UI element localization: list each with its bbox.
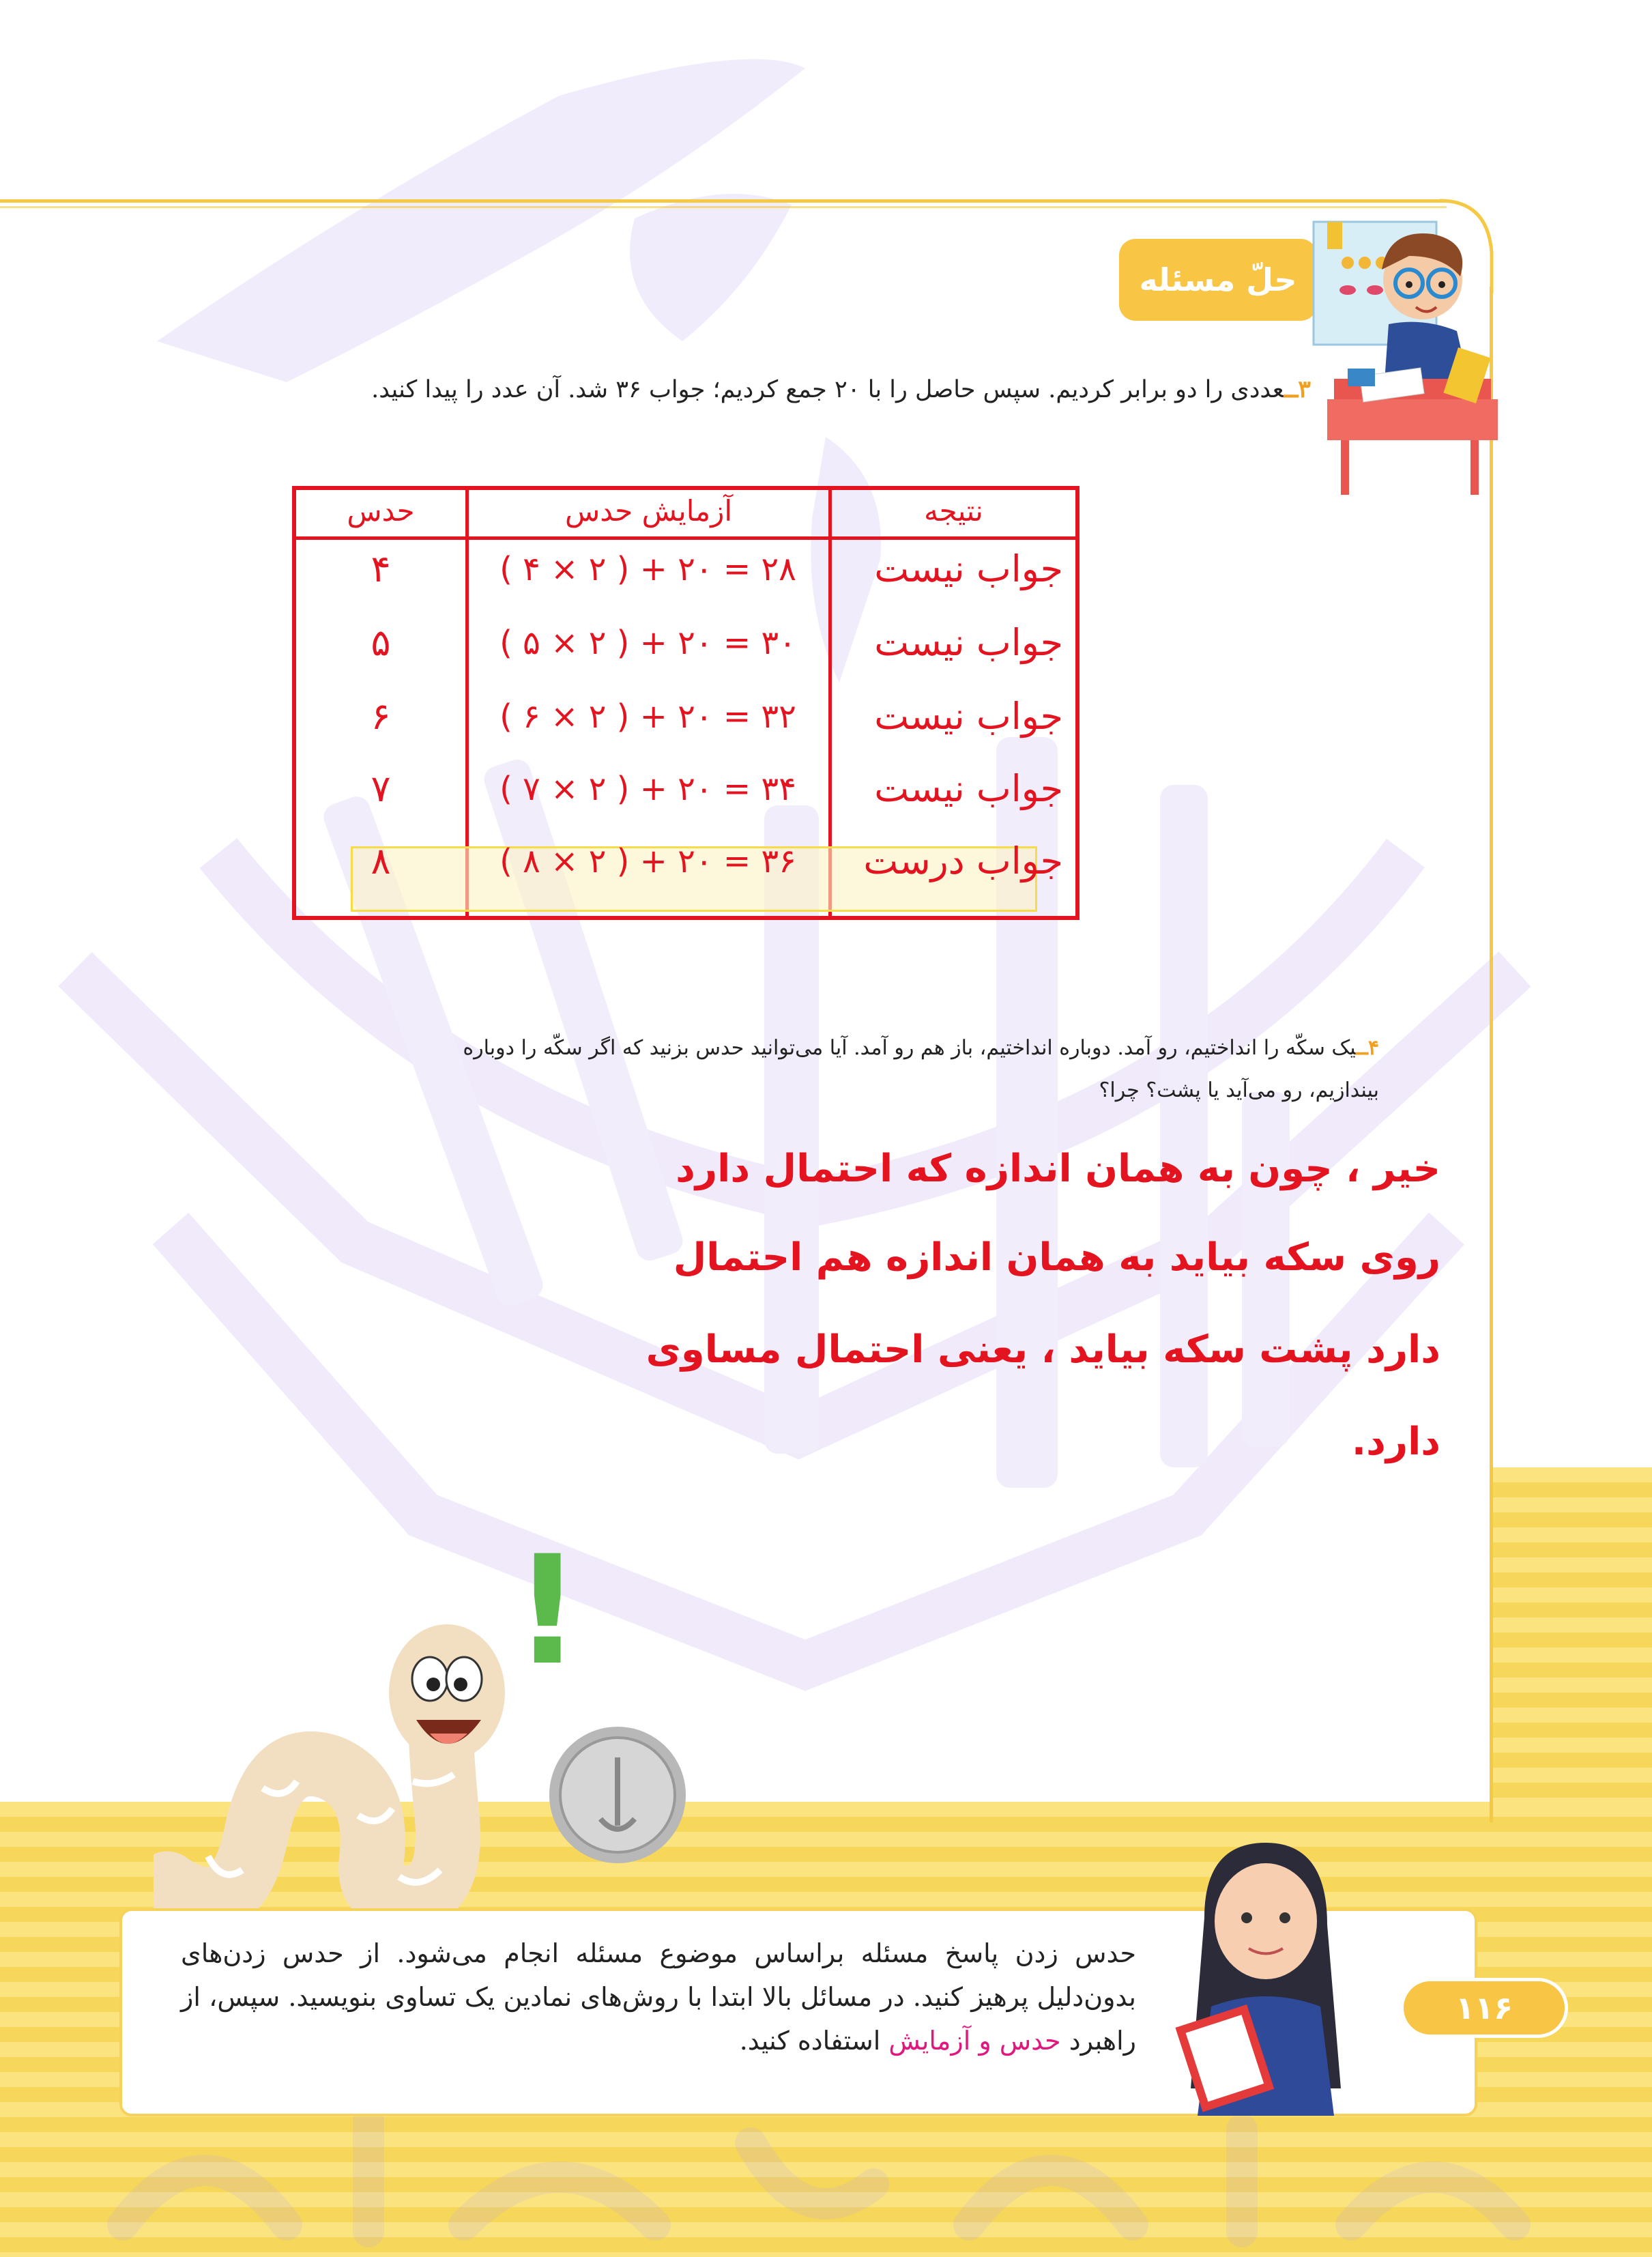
test-cell: ( ۴ × ۲ ) + ۲۰ = ۲۸ [499,550,796,588]
test-cell: ( ۸ × ۲ ) + ۲۰ = ۳۶ [499,842,796,880]
right-border [1490,287,1493,1822]
question-4-number: ۴ــ [1356,1036,1379,1060]
result-cell: جواب نیست [874,547,1063,590]
guess-cell: ۸ [371,839,391,882]
guess-cell: ۶ [371,695,391,738]
tip-part-2: استفاده کنید. [739,2026,889,2056]
top-border-inner [0,206,1447,208]
girl-reading-illustration [1163,1829,1368,2116]
answer-line-3: دارد پشت سکه بیاید ، یعنی احتمال مساوی [646,1327,1440,1372]
section-badge: حلّ مسئله [1119,239,1317,321]
header-guess: حدس [347,494,415,528]
tip-highlight: حدس و آزمایش [888,2026,1061,2056]
answer-line-1: خیر ، چون به همان اندازه که احتمال دارد [676,1147,1440,1191]
header-result: نتیجه [924,494,983,528]
result-cell: جواب نیست [874,767,1063,810]
boy-at-desk-illustration [1307,215,1505,498]
question-4 [287,1027,1379,1112]
guess-cell: ۵ [371,621,391,664]
page-number: ۱۱۶ [1400,1978,1568,2038]
worm-illustration [154,1611,536,1925]
answer-line-4: دارد. [1351,1420,1440,1464]
exclamation-mark: ! [513,1523,582,1698]
tip-part-1: حدس زدن پاسخ مسئله براساس موضوع مسئله انجام می‌شود. از حدس زدن‌های بدون‌دلیل پرهیز کنید. در مسائل بالا ابتدا با روش‌های نمادین یک تساوی بنویسید. سپس، از راهبرد [181,1938,1136,2056]
test-cell: ( ۵ × ۲ ) + ۲۰ = ۳۰ [499,624,796,662]
result-cell: جواب نیست [874,621,1063,664]
question-3-number: ۳ــ [1284,375,1311,403]
header-test: آزمایش حدس [564,494,733,528]
question-4-line2: بیندازیم، رو می‌آید یا پشت؟ چرا؟ [1099,1078,1379,1102]
result-cell: جواب درست [863,839,1063,882]
answer-line-2: روی سکه بیاید به همان اندازه هم احتمال [673,1235,1440,1280]
result-cell: جواب نیست [874,695,1063,738]
guess-cell: ۷ [371,767,391,810]
test-cell: ( ۶ × ۲ ) + ۲۰ = ۳۲ [499,698,796,736]
coin-illustration [546,1723,689,1867]
guess-cell: ۴ [371,547,391,590]
tip-text [181,1931,1136,2062]
top-border [0,199,1447,203]
test-cell: ( ۷ × ۲ ) + ۲۰ = ۳۴ [499,770,796,808]
question-3 [287,375,1311,403]
question-4-line1: یک سکّه را انداختیم، رو آمد. دوباره انداختیم، باز هم رو آمد. آیا می‌توانید حدس بزنید که اگر سکّه را دوباره [463,1036,1357,1060]
question-3-text: عددی را دو برابر کردیم. سپس حاصل را با ۲۰ جمع کردیم؛ جواب ۳۶ شد. آن عدد را پیدا کنید. [371,376,1284,403]
